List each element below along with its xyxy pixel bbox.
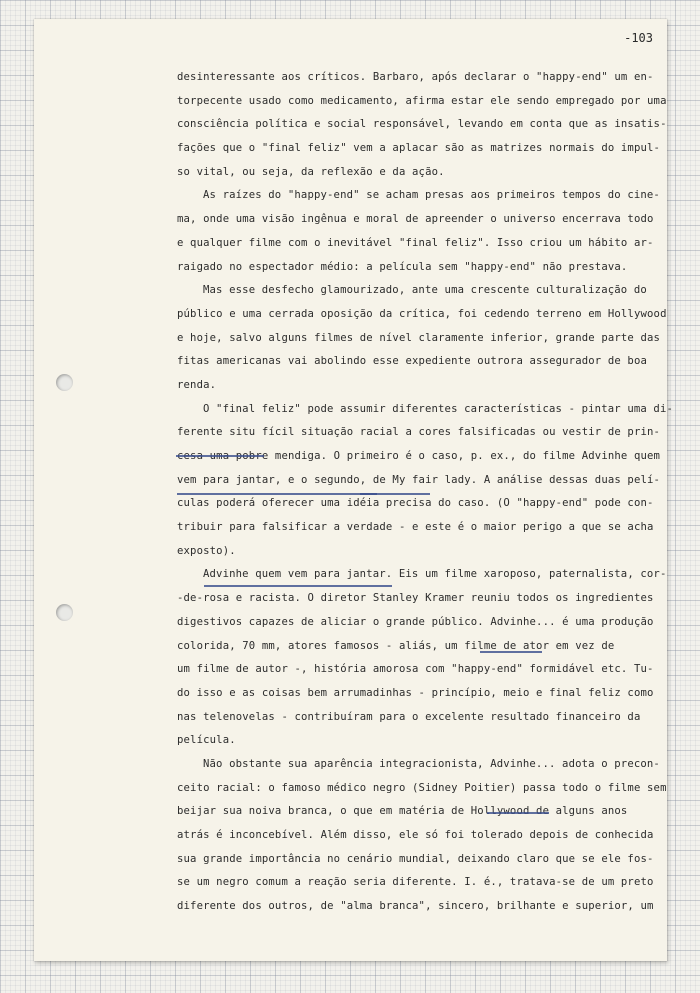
- text-line: Não obstante sua aparência integracionista, Advinhe... adota o precon-: [203, 757, 660, 770]
- punch-hole: [56, 604, 73, 621]
- page-number: -103: [624, 31, 653, 45]
- text-line: público e uma cerrada oposição da crítica, foi cedendo terreno em Hollywood: [177, 307, 667, 320]
- text-line: cesa uma pobre mendiga. O primeiro é o caso, p. ex., do filme Advinhe quem: [177, 450, 661, 462]
- text-line: nas telenovelas - contribuíram para o excelente resultado financeiro da: [177, 710, 641, 723]
- text-line: ceito racial: o famoso médico negro (Sidney Poitier) passa todo o filme sem: [177, 781, 667, 794]
- text-line: Advinhe quem vem para jantar. Eis um filme xaroposo, paternalista, cor-: [203, 568, 667, 581]
- text-line: sua grande importância no cenário mundial, deixando claro que se ele fos-: [177, 852, 654, 865]
- text-line: e qualquer filme com o inevitável "final feliz". Isso criou um hábito ar-: [177, 236, 654, 249]
- text-line: ma, onde uma visão ingênua e moral de apreender o universo encerrava todo: [177, 213, 654, 226]
- text-line: As raízes do "happy-end" se acham presas aos primeiros tempos do cine-: [203, 189, 660, 202]
- text-line: tribuir para falsificar a verdade - e este é o maior perigo a que se acha: [177, 521, 654, 534]
- text-line: colorida, 70 mm, atores famosos - aliás, um filme de ator em vez de: [177, 639, 615, 652]
- text-line: película.: [177, 734, 236, 747]
- text-line: e hoje, salvo alguns filmes de nível claramente inferior, grande parte das: [177, 331, 661, 344]
- text-line: O "final feliz" pode assumir diferentes características - pintar uma di-: [203, 402, 674, 415]
- title-underline: [487, 812, 549, 814]
- text-line: do isso e as coisas bem arrumadinhas - princípio, meio e final feliz como: [177, 686, 654, 699]
- title-underline: [177, 493, 377, 495]
- text-line: um filme de autor -, história amorosa com "happy-end" formidável etc. Tu-: [177, 663, 654, 676]
- text-line: beijar sua noiva branca, o que em matéria de Hollywood de alguns anos: [177, 805, 628, 818]
- typewritten-page: [34, 19, 674, 961]
- text-line: so vital, ou seja, da reflexão e da ação.: [177, 165, 445, 178]
- title-underline: [204, 585, 392, 587]
- text-line: fações que o "final feliz" vem a aplacar são as matrizes normais do impul-: [177, 142, 661, 155]
- text-line: renda.: [177, 378, 217, 391]
- text-line: se um negro comum a reação seria diferente. I. é., tratava-se de um preto: [177, 876, 654, 889]
- text-line: atrás é inconcebível. Além disso, ele só foi tolerado depois de conhecida: [177, 829, 654, 841]
- text-line: torpecente usado como medicamento, afirma estar ele sendo empregado por uma: [177, 94, 667, 107]
- text-line: exposto).: [177, 544, 236, 557]
- strikethrough-mark: [176, 455, 264, 457]
- punch-hole: [56, 374, 73, 391]
- text-line: culas poderá oferecer uma idéia precisa do caso. (O "happy-end" pode con-: [177, 497, 654, 510]
- text-line: desinteressante aos críticos. Barbaro, após declarar o "happy-end" um en-: [177, 71, 654, 83]
- text-line: fitas americanas vai abolindo esse expediente outrora assegurador de boa: [177, 355, 648, 368]
- text-line: ferente situ fícil situação racial a cores falsificadas ou vestir de prin-: [177, 426, 661, 439]
- text-line: consciência política e social responsável, levando em conta que as insatis-: [177, 118, 667, 131]
- text-line: vem para jantar, e o segundo, de My fair lady. A análise dessas duas pelí-: [177, 473, 661, 486]
- title-underline: [480, 651, 542, 653]
- text-line: raigado no espectador médio: a película sem "happy-end" não prestava.: [177, 260, 628, 273]
- text-line: -de-rosa e racista. O diretor Stanley Kramer reuniu todos os ingredientes: [177, 592, 654, 605]
- text-line: Mas esse desfecho glamourizado, ante uma crescente culturalização do: [203, 284, 647, 297]
- text-line: diferente dos outros, de "alma branca", sincero, brilhante e superior, um: [177, 900, 654, 913]
- title-underline: [360, 493, 430, 495]
- text-line: digestivos capazes de aliciar o grande público. Advinhe... é uma produção: [177, 615, 654, 628]
